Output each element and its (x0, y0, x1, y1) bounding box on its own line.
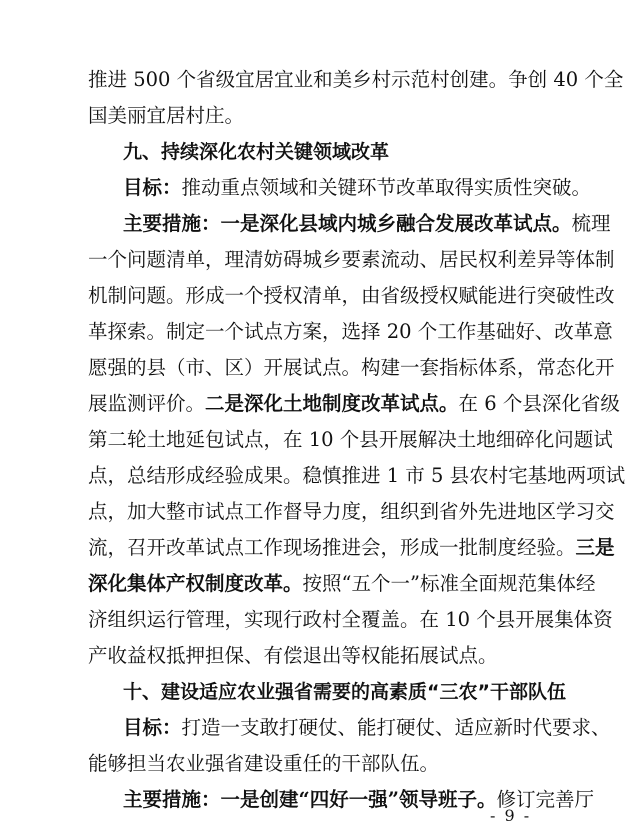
text: 国美丽宜居村庄。 (88, 104, 245, 127)
section-heading-9: 九、持续深化农村关键领域改革 (123, 141, 390, 163)
paragraph-line (88, 638, 546, 674)
measure-bold: 三是 (575, 536, 615, 559)
goal-line (123, 710, 611, 746)
paragraph-line (88, 242, 615, 278)
text: 第二轮土地延包试点，在 10 个县开展解决土地细碎化问题试 (88, 428, 613, 451)
text: 能够担当农业强省建设重任的干部队伍。 (88, 752, 440, 775)
goal-text: 推动重点领域和关键环节改革取得实质性突破。 (181, 176, 592, 199)
text: 一个问题清单，理清妨碍城乡要素流动、居民权利差异等体制 (88, 248, 615, 271)
paragraph-line (88, 350, 615, 386)
text: 在 6 个县深化省级 (458, 392, 620, 415)
goal-line (123, 170, 592, 206)
paragraph-line (88, 62, 624, 98)
paragraph-line (88, 530, 615, 566)
text: 梳理 (571, 212, 611, 235)
measures-line (123, 782, 594, 818)
page-number: - 9 - (490, 806, 532, 825)
text: 点，总结形成经验成果。稳慎推进 1 市 5 县农村宅基地两项试 (88, 464, 626, 487)
paragraph-line (88, 746, 546, 782)
paragraph-line (88, 602, 613, 638)
text: 展监测评价。 (88, 392, 206, 415)
measures-label: 主要措施： (123, 788, 221, 811)
text: 流，召开改革试点工作现场推进会，形成一批制度经验。 (88, 536, 576, 559)
text: 革探索。制定一个试点方案，选择 20 个工作基础好、改革意 (88, 320, 613, 343)
text: 修订完善厅 (496, 788, 594, 811)
measure-bold: 二是深化土地制度改革试点。 (205, 392, 459, 415)
paragraph-line (88, 458, 626, 494)
text: 愿强的县（市、区）开展试点。构建一套指标体系，常态化开 (88, 356, 615, 379)
goal-label: 目标： (123, 176, 182, 199)
paragraph-line (88, 566, 596, 602)
goal-text: 打造一支敢打硬仗、能打硬仗、适应新时代要求、 (181, 716, 611, 739)
measure-bold: 一是创建“四好一强”领导班子。 (220, 788, 497, 811)
paragraph-line (88, 386, 620, 422)
section-heading-10: 十、建设适应农业强省需要的高素质“三农”干部队伍 (123, 681, 566, 703)
text: 产收益权抵押担保、有偿退出等权能拓展试点。 (88, 644, 498, 667)
paragraph-line (88, 98, 546, 134)
measure-bold: 一是深化县域内城乡融合发展改革试点。 (220, 212, 572, 235)
paragraph-line (88, 278, 615, 314)
paragraph-line (88, 314, 613, 350)
text: 机制问题。形成一个授权清单，由省级授权赋能进行突破性改 (88, 284, 615, 307)
goal-label: 目标： (123, 716, 182, 739)
paragraph-line (88, 494, 615, 530)
measure-bold: 深化集体产权制度改革。 (88, 572, 303, 595)
text: 推进 500 个省级宜居宜业和美乡村示范村创建。争创 40 个全 (88, 68, 624, 91)
text: 点，加大整市试点工作督导力度，组织到省外先进地区学习交 (88, 500, 615, 523)
measures-label: 主要措施： (123, 212, 221, 235)
text: 济组织运行管理，实现行政村全覆盖。在 10 个县开展集体资 (88, 608, 613, 631)
measures-line (123, 206, 611, 242)
text: 按照“五个一”标准全面规范集体经 (302, 572, 596, 595)
paragraph-line (88, 422, 613, 458)
